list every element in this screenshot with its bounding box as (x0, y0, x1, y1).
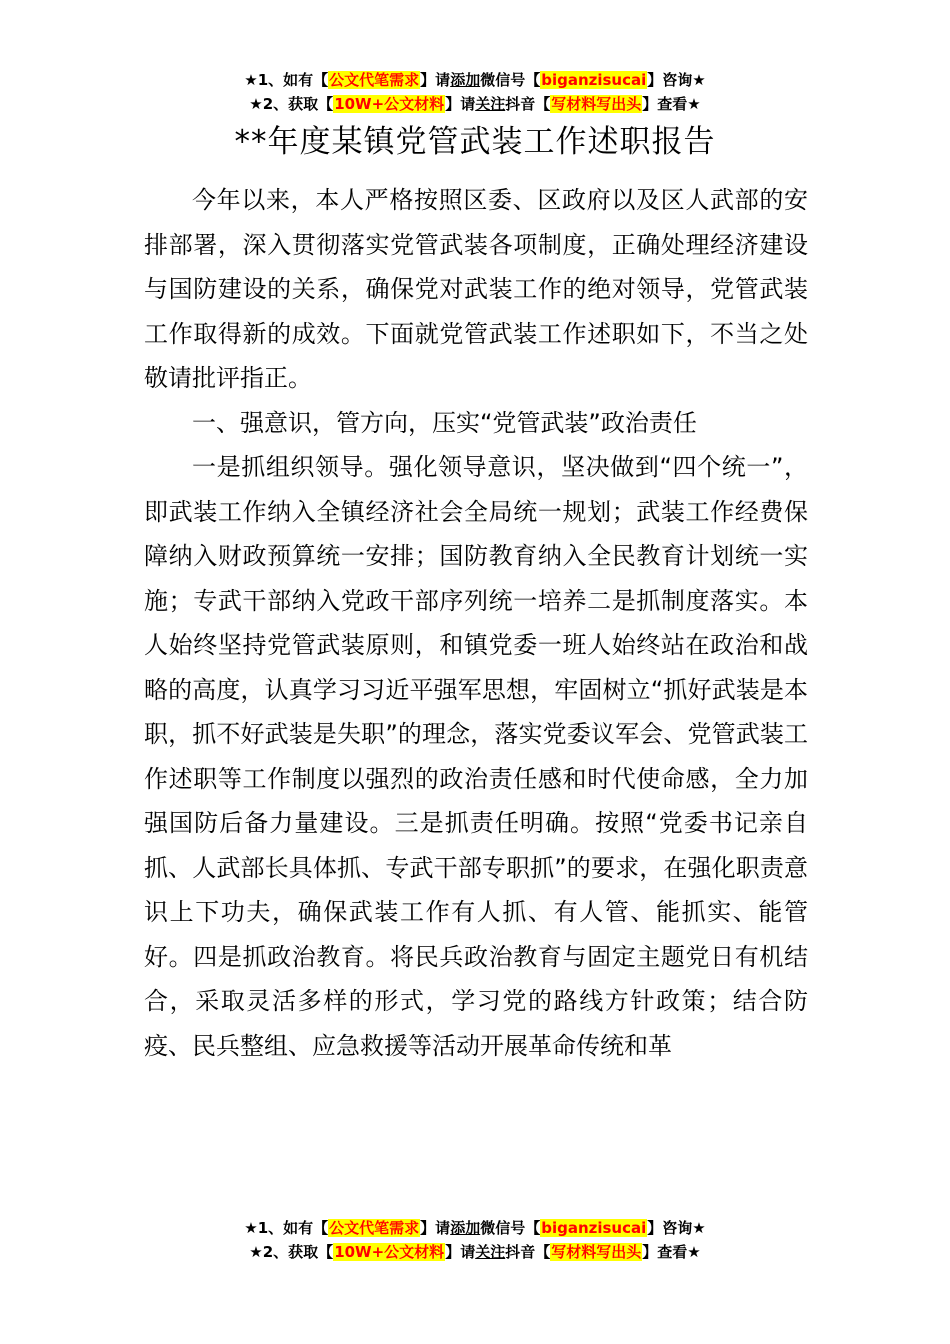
header-banner (0, 68, 950, 116)
banner-text: 】咨询★ (647, 1219, 706, 1237)
banner-text: 】请 (420, 71, 451, 89)
banner-text: 抖音【 (505, 95, 551, 113)
paragraph-intro: 今年以来，本人严格按照区委、区政府以及区人武部的安排部署，深入贯彻落实党管武装各项制度，正确处理经济建设与国防建设的关系，确保党对武装工作的绝对领导，党管武装工作取得新的成效。下面就党管武装工作述职如下，不当之处敬请批评指正。 (144, 186, 808, 392)
section-heading-1: 一、强意识，管方向，压实“党管武装”政治责任 (192, 408, 697, 437)
banner-text: ★2、获取【 (249, 1243, 334, 1261)
banner-highlight: 公文代笔需求 (329, 1219, 420, 1237)
banner-underlined-text: 关注 (475, 1243, 506, 1261)
banner-highlight: 10W+公文材料 (334, 95, 445, 113)
banner-text: ★1、如有【 (244, 71, 329, 89)
banner-text: ★2、获取【 (249, 95, 334, 113)
banner-highlight-douyin-id: 写材料写出头 (551, 1243, 642, 1261)
banner-highlight-wechat-id: biganzisucai (541, 71, 647, 89)
banner-text: 微信号【 (480, 1219, 541, 1237)
footer-banner-line-2 (0, 1240, 950, 1264)
header-banner-line-2 (0, 92, 950, 116)
footer-banner (0, 1216, 950, 1264)
banner-highlight-wechat-id: biganzisucai (541, 1219, 647, 1237)
banner-highlight-douyin-id: 写材料写出头 (551, 95, 642, 113)
banner-text: ★1、如有【 (244, 1219, 329, 1237)
paragraph-section-1: 一是抓组织领导。强化领导意识，坚决做到“四个统一”，即武装工作纳入全镇经济社会全局统一规划；武装工作经费保障纳入财政预算统一安排；国防教育纳入全民教育计划统一实施；专武干部纳入党政干部序列统一培养二是抓制度落实。本人始终坚持党管武装原则，和镇党委一班人始终站在政治和战略的高度，认真学习习近平强军思想，牢固树立“抓好武装是本职，抓不好武装是失职”的理念，落实党委议军会、党管武装工作述职等工作制度以强烈的政治责任感和时代使命感，全力加强国防后备力量建设。三是抓责任明确。按照“党委书记亲自抓、人武部长具体抓、专武干部专职抓”的要求，在强化职责意识上下功夫，确保武装工作有人抓、有人管、能抓实、能管好。四是抓政治教育。将民兵政治教育与固定主题党日有机结合，采取灵活多样的形式，学习党的路线方针政策；结合防疫、民兵整组、应急救援等活动开展革命传统和革 (144, 453, 808, 1060)
banner-highlight: 10W+公文材料 (334, 1243, 445, 1261)
banner-text: 微信号【 (480, 71, 541, 89)
banner-text: 】咨询★ (647, 71, 706, 89)
banner-highlight: 公文代笔需求 (329, 71, 420, 89)
banner-text: 】请 (445, 1243, 476, 1261)
document-title: **年度某镇党管武装工作述职报告 (234, 124, 716, 160)
header-banner-line-1 (0, 68, 950, 92)
banner-underlined-text: 添加 (450, 1219, 481, 1237)
banner-underlined-text: 关注 (475, 95, 506, 113)
document-body (144, 178, 808, 1068)
footer-banner-line-1 (0, 1216, 950, 1240)
banner-text: 】请 (445, 95, 476, 113)
banner-text: 】查看★ (642, 1243, 701, 1261)
banner-underlined-text: 添加 (450, 71, 481, 89)
banner-text: 】请 (420, 1219, 451, 1237)
banner-text: 】查看★ (642, 95, 701, 113)
banner-text: 抖音【 (505, 1243, 551, 1261)
